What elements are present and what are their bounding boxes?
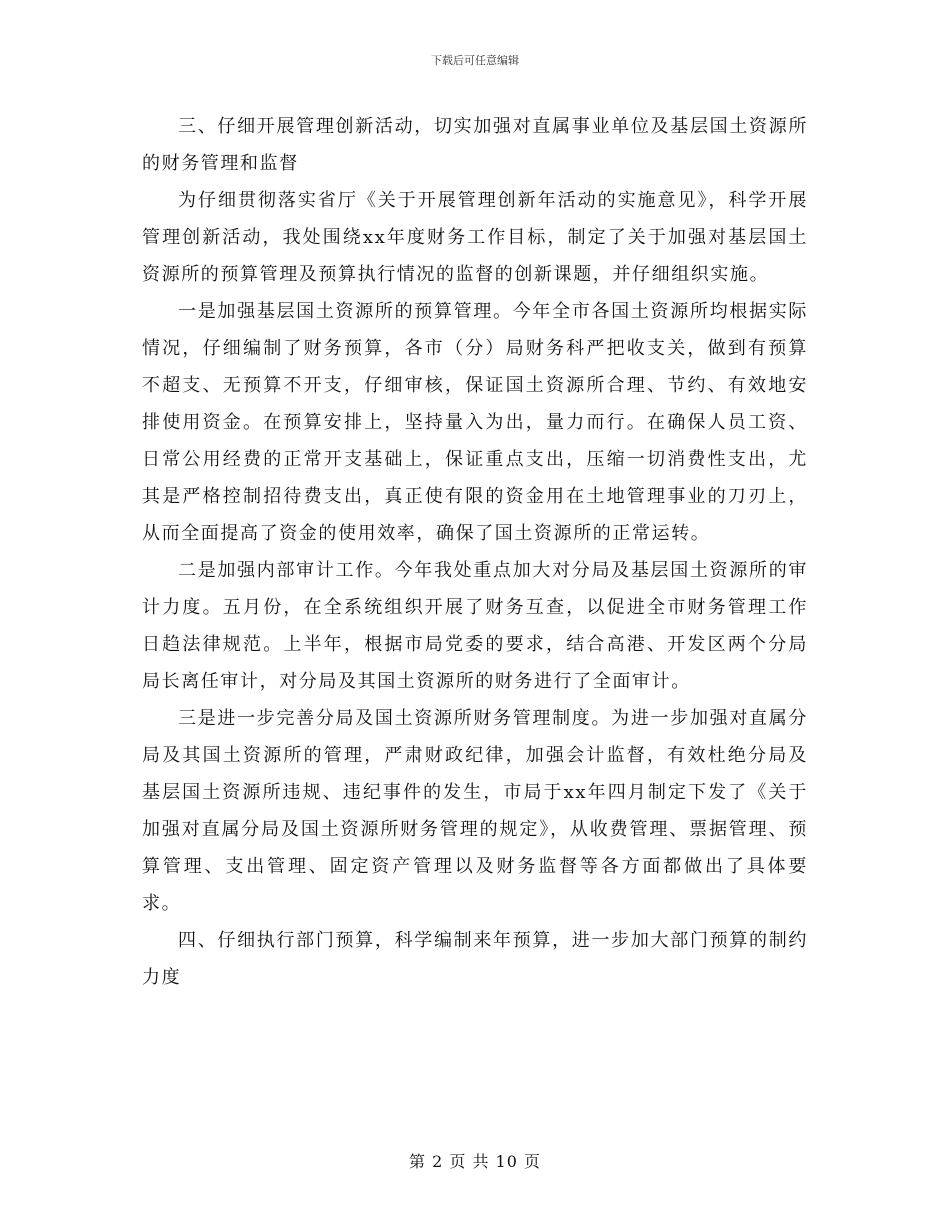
body-paragraph: 二是加强内部审计工作。今年我处重点加大对分局及基层国土资源所的审计力度。五月份，在全系统组织开展了财务互查，以促进全市财务管理工作日趋法律规范。上半年，根据市局党委的要求，结合高港、开发区两个分局局长离任审计，对分局及其国土资源所的财务进行了全面审计。 (142, 560, 808, 692)
section-heading-3: 三、仔细开展管理创新活动，切实加强对直属事业单位及基层国土资源所的财务管理和监督 (142, 116, 808, 174)
page-number: 第 2 页 共 10 页 (409, 1152, 541, 1171)
section-heading-4: 四、仔细执行部门预算，科学编制来年预算，进一步加大部门预算的制约力度 (142, 930, 808, 988)
body-paragraph: 三是进一步完善分局及国土资源所财务管理制度。为进一步加强对直属分局及其国土资源所的管理，严肃财政纪律，加强会计监督，有效杜绝分局及基层国土资源所违规、违纪事件的发生，市局于xx年四月制定下发了《关于加强对直属分局及国土资源所财务管理的规定》，从收费管理、票据管理、预算管理、支出管理、固定资产管理以及财务监督等各方面都做出了具体要求。 (142, 708, 808, 914)
body-paragraph: 为仔细贯彻落实省厅《关于开展管理创新年活动的实施意见》，科学开展管理创新活动，我处围绕xx年度财务工作目标，制定了关于加强对基层国土资源所的预算管理及预算执行情况的监督的创新课题，并仔细组织实施。 (142, 190, 808, 285)
body-paragraph: 一是加强基层国土资源所的预算管理。今年全市各国土资源所均根据实际情况，仔细编制了财务预算，各市（分）局财务科严把收支关，做到有预算不超支、无预算不开支，仔细审核，保证国土资源所合理、节约、有效地安排使用资金。在预算安排上，坚持量入为出，量力而行。在确保人员工资、日常公用经费的正常开支基础上，保证重点支出，压缩一切消费性支出，尤其是严格控制招待费支出，真正使有限的资金用在土地管理事业的刀刃上，从而全面提高了资金的使用效率，确保了国土资源所的正常运转。 (142, 301, 808, 544)
page-header: 下载后可任意编辑 (431, 54, 519, 67)
document-body (142, 108, 808, 996)
